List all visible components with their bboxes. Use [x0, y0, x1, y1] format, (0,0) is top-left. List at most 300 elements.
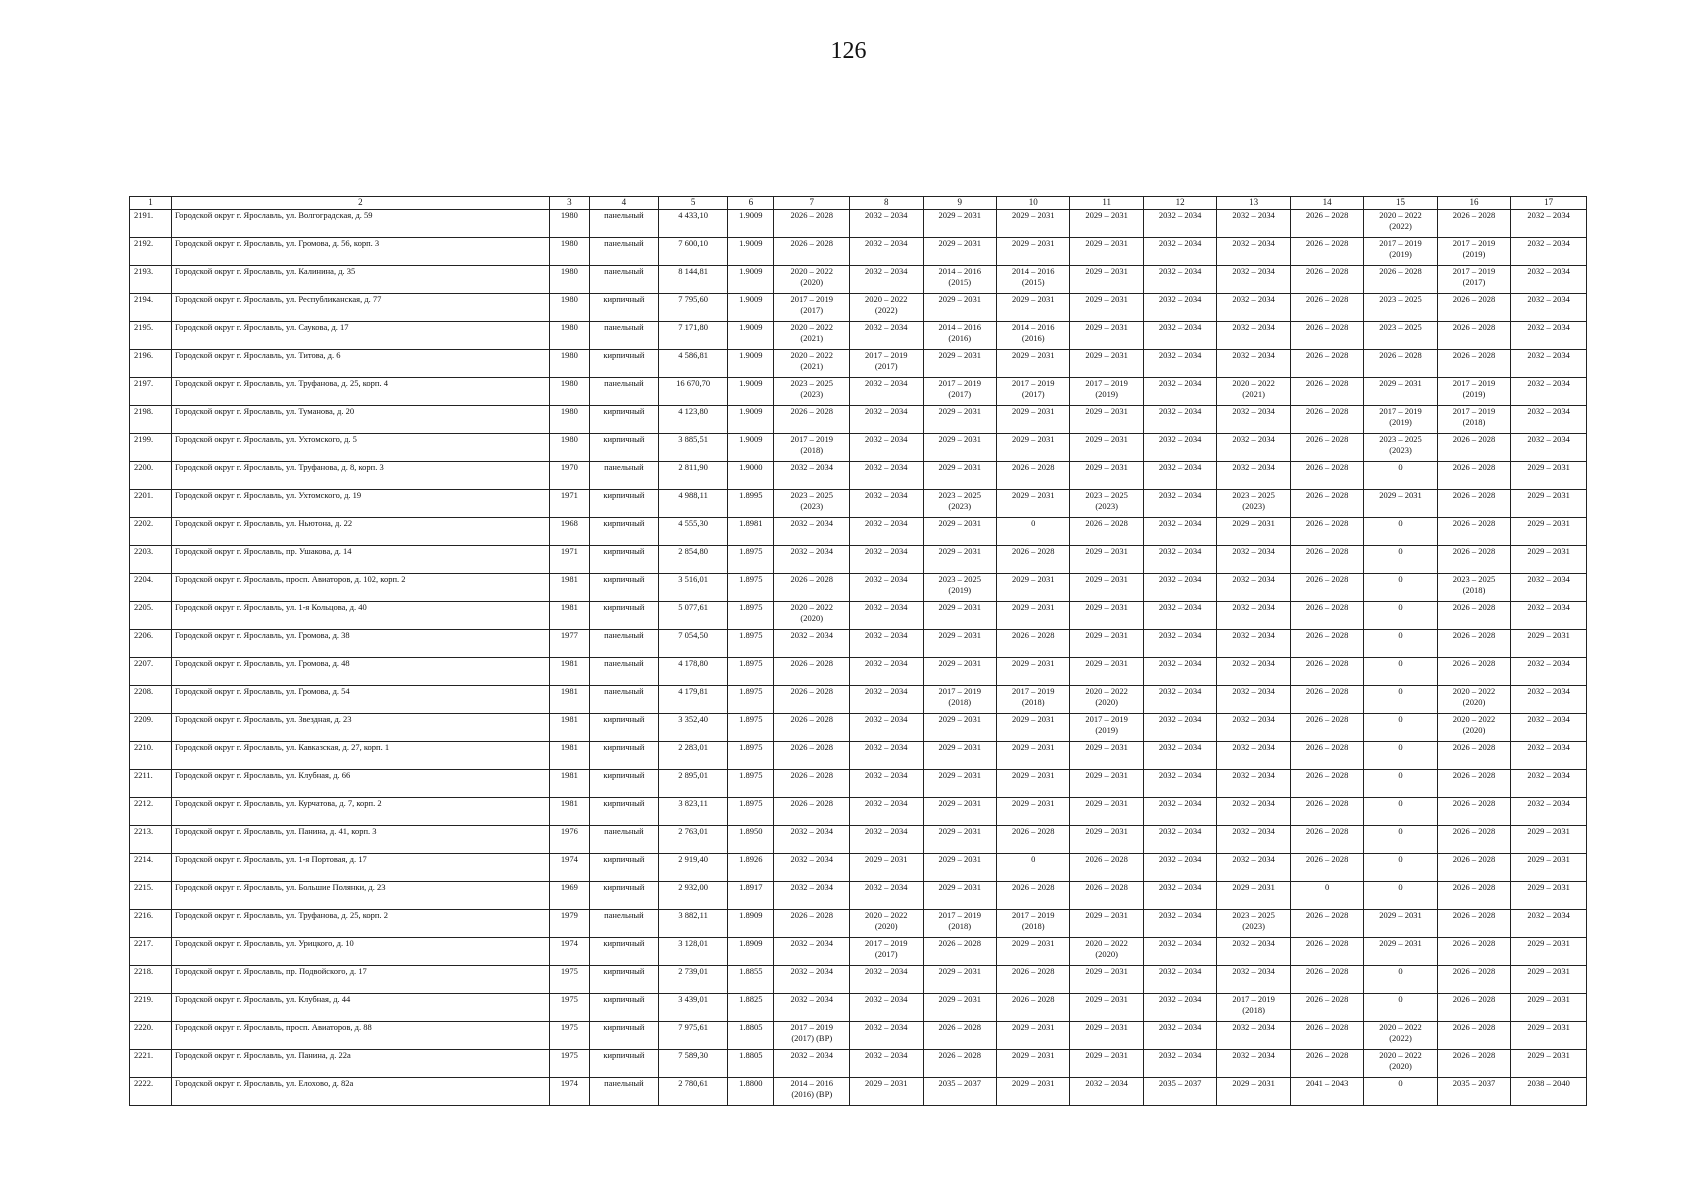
table-cell-col-17: 2029 – 2031 — [1511, 882, 1587, 910]
table-cell-col-16: 2026 – 2028 — [1437, 1050, 1510, 1078]
table-cell-col-10: 2029 – 2031 — [996, 406, 1069, 434]
table-cell-col-7: 2026 – 2028 — [774, 714, 850, 742]
table-cell-col-12: 2032 – 2034 — [1143, 714, 1216, 742]
table-cell-col-7: 2026 – 2028 — [774, 574, 850, 602]
table-cell-col-5: 5 077,61 — [659, 602, 728, 630]
table-cell-col-6: 1.8975 — [728, 798, 774, 826]
table-row — [130, 966, 1587, 994]
table-cell-col-2: Городской округ г. Ярославль, ул. Калинина, д. 35 — [171, 266, 549, 294]
table-cell-col-16: 2026 – 2028 — [1437, 770, 1510, 798]
table-cell-col-14: 2026 – 2028 — [1290, 938, 1363, 966]
table-cell-col-2: Городской округ г. Ярославль, ул. Громова, д. 54 — [171, 686, 549, 714]
table-cell-col-3: 1977 — [549, 630, 589, 658]
table-cell-col-13: 2032 – 2034 — [1217, 1022, 1290, 1050]
table-cell-col-3: 1980 — [549, 434, 589, 462]
table-cell-col-2: Городской округ г. Ярославль, ул. Ухтомского, д. 5 — [171, 434, 549, 462]
table-cell-col-5: 2 919,40 — [659, 854, 728, 882]
table-cell-col-17: 2038 – 2040 — [1511, 1078, 1587, 1106]
table-cell-col-3: 1976 — [549, 826, 589, 854]
table-cell-col-11: 2029 – 2031 — [1070, 322, 1143, 350]
column-header-5: 5 — [659, 197, 728, 210]
table-cell-col-14: 2026 – 2028 — [1290, 966, 1363, 994]
table-row — [130, 714, 1587, 742]
table-cell-col-10: 2026 – 2028 — [996, 882, 1069, 910]
table-cell-col-2: Городской округ г. Ярославль, ул. Кавказская, д. 27, корп. 1 — [171, 742, 549, 770]
table-cell-col-5: 4 433,10 — [659, 210, 728, 238]
table-cell-col-4: панельный — [589, 322, 658, 350]
table-cell-col-12: 2032 – 2034 — [1143, 378, 1216, 406]
table-cell-col-3: 1975 — [549, 994, 589, 1022]
table-cell-col-6: 1.8975 — [728, 658, 774, 686]
table-cell-col-3: 1975 — [549, 1022, 589, 1050]
table-cell-col-2: Городской округ г. Ярославль, ул. Ньютона, д. 22 — [171, 518, 549, 546]
column-header-16: 16 — [1437, 197, 1510, 210]
table-cell-col-7: 2032 – 2034 — [774, 826, 850, 854]
table-cell-col-11: 2029 – 2031 — [1070, 910, 1143, 938]
table-cell-col-2: Городской округ г. Ярославль, ул. Волгоградская, д. 59 — [171, 210, 549, 238]
table-cell-col-8: 2032 – 2034 — [850, 518, 923, 546]
table-cell-col-12: 2032 – 2034 — [1143, 882, 1216, 910]
table-cell-col-8: 2032 – 2034 — [850, 826, 923, 854]
table-cell-col-16: 2026 – 2028 — [1437, 882, 1510, 910]
table-cell-col-11: 2029 – 2031 — [1070, 630, 1143, 658]
table-cell-col-9: 2017 – 2019 (2017) — [923, 378, 996, 406]
table-cell-col-2: Городской округ г. Ярославль, ул. Титова, д. 6 — [171, 350, 549, 378]
table-cell-col-13: 2017 – 2019 (2018) — [1217, 994, 1290, 1022]
table-cell-col-2: Городской округ г. Ярославль, ул. Клубная, д. 66 — [171, 770, 549, 798]
table-cell-col-13: 2029 – 2031 — [1217, 518, 1290, 546]
table-cell-col-15: 2020 – 2022 (2020) — [1364, 1050, 1437, 1078]
table-cell-col-13: 2032 – 2034 — [1217, 238, 1290, 266]
table-cell-col-7: 2020 – 2022 (2021) — [774, 322, 850, 350]
table-cell-col-4: кирпичный — [589, 938, 658, 966]
table-cell-col-6: 1.9009 — [728, 434, 774, 462]
table-cell-col-15: 2020 – 2022 (2022) — [1364, 1022, 1437, 1050]
table-cell-col-6: 1.8926 — [728, 854, 774, 882]
table-cell-col-10: 2029 – 2031 — [996, 714, 1069, 742]
table-cell-col-17: 2032 – 2034 — [1511, 350, 1587, 378]
table-cell-col-17: 2032 – 2034 — [1511, 294, 1587, 322]
table-cell-col-6: 1.9009 — [728, 238, 774, 266]
table-cell-col-11: 2026 – 2028 — [1070, 882, 1143, 910]
table-cell-col-7: 2026 – 2028 — [774, 798, 850, 826]
table-cell-col-8: 2032 – 2034 — [850, 882, 923, 910]
table-cell-col-12: 2032 – 2034 — [1143, 294, 1216, 322]
table-cell-col-4: кирпичный — [589, 350, 658, 378]
table-cell-col-5: 3 516,01 — [659, 574, 728, 602]
table-cell-col-10: 2029 – 2031 — [996, 434, 1069, 462]
table-cell-col-13: 2032 – 2034 — [1217, 294, 1290, 322]
table-cell-col-11: 2029 – 2031 — [1070, 210, 1143, 238]
table-cell-col-8: 2032 – 2034 — [850, 1022, 923, 1050]
table-cell-col-5: 3 885,51 — [659, 434, 728, 462]
table-cell-col-1: 2213. — [130, 826, 172, 854]
table-row — [130, 910, 1587, 938]
table-cell-col-7: 2020 – 2022 (2021) — [774, 350, 850, 378]
table-cell-col-11: 2029 – 2031 — [1070, 574, 1143, 602]
table-cell-col-7: 2026 – 2028 — [774, 686, 850, 714]
table-cell-col-14: 2026 – 2028 — [1290, 686, 1363, 714]
table-cell-col-7: 2032 – 2034 — [774, 882, 850, 910]
table-cell-col-14: 2026 – 2028 — [1290, 658, 1363, 686]
table-cell-col-1: 2218. — [130, 966, 172, 994]
table-cell-col-9: 2023 – 2025 (2019) — [923, 574, 996, 602]
table-cell-col-16: 2026 – 2028 — [1437, 294, 1510, 322]
table-cell-col-17: 2029 – 2031 — [1511, 1022, 1587, 1050]
table-cell-col-12: 2032 – 2034 — [1143, 462, 1216, 490]
table-cell-col-8: 2029 – 2031 — [850, 1078, 923, 1106]
table-cell-col-9: 2026 – 2028 — [923, 1022, 996, 1050]
table-cell-col-11: 2029 – 2031 — [1070, 1022, 1143, 1050]
table-cell-col-2: Городской округ г. Ярославль, пр. Подвойского, д. 17 — [171, 966, 549, 994]
table-cell-col-10: 2026 – 2028 — [996, 630, 1069, 658]
table-cell-col-16: 2026 – 2028 — [1437, 994, 1510, 1022]
table-cell-col-4: панельный — [589, 266, 658, 294]
table-cell-col-15: 2029 – 2031 — [1364, 490, 1437, 518]
table-cell-col-14: 2026 – 2028 — [1290, 434, 1363, 462]
table-cell-col-1: 2202. — [130, 518, 172, 546]
table-cell-col-4: кирпичный — [589, 490, 658, 518]
table-cell-col-3: 1981 — [549, 602, 589, 630]
table-cell-col-5: 2 283,01 — [659, 742, 728, 770]
table-cell-col-10: 2029 – 2031 — [996, 658, 1069, 686]
table-cell-col-8: 2032 – 2034 — [850, 630, 923, 658]
table-cell-col-9: 2029 – 2031 — [923, 994, 996, 1022]
table-cell-col-9: 2029 – 2031 — [923, 462, 996, 490]
column-header-9: 9 — [923, 197, 996, 210]
table-cell-col-17: 2032 – 2034 — [1511, 406, 1587, 434]
table-row — [130, 630, 1587, 658]
table-cell-col-7: 2032 – 2034 — [774, 630, 850, 658]
table-cell-col-11: 2026 – 2028 — [1070, 854, 1143, 882]
table-cell-col-16: 2026 – 2028 — [1437, 966, 1510, 994]
table-cell-col-1: 2196. — [130, 350, 172, 378]
table-cell-col-14: 2026 – 2028 — [1290, 210, 1363, 238]
table-cell-col-6: 1.8981 — [728, 518, 774, 546]
table-cell-col-16: 2023 – 2025 (2018) — [1437, 574, 1510, 602]
table-cell-col-3: 1980 — [549, 238, 589, 266]
table-cell-col-4: панельный — [589, 826, 658, 854]
table-cell-col-17: 2029 – 2031 — [1511, 826, 1587, 854]
table-cell-col-2: Городской округ г. Ярославль, ул. Громова, д. 48 — [171, 658, 549, 686]
table-row — [130, 1022, 1587, 1050]
table-cell-col-10: 2026 – 2028 — [996, 546, 1069, 574]
table-row — [130, 938, 1587, 966]
table-cell-col-7: 2017 – 2019 (2018) — [774, 434, 850, 462]
table-cell-col-3: 1980 — [549, 266, 589, 294]
table-cell-col-13: 2020 – 2022 (2021) — [1217, 378, 1290, 406]
table-cell-col-8: 2032 – 2034 — [850, 658, 923, 686]
table-cell-col-15: 0 — [1364, 798, 1437, 826]
table-cell-col-12: 2032 – 2034 — [1143, 518, 1216, 546]
table-cell-col-7: 2023 – 2025 (2023) — [774, 378, 850, 406]
table-cell-col-6: 1.8950 — [728, 826, 774, 854]
table-cell-col-9: 2029 – 2031 — [923, 630, 996, 658]
table-cell-col-11: 2017 – 2019 (2019) — [1070, 714, 1143, 742]
table-cell-col-12: 2032 – 2034 — [1143, 770, 1216, 798]
table-cell-col-15: 2023 – 2025 — [1364, 294, 1437, 322]
table-cell-col-5: 4 123,80 — [659, 406, 728, 434]
table-cell-col-8: 2032 – 2034 — [850, 602, 923, 630]
table-cell-col-11: 2029 – 2031 — [1070, 770, 1143, 798]
table-cell-col-15: 2023 – 2025 — [1364, 322, 1437, 350]
table-cell-col-13: 2032 – 2034 — [1217, 966, 1290, 994]
table-cell-col-7: 2032 – 2034 — [774, 966, 850, 994]
table-cell-col-5: 7 589,30 — [659, 1050, 728, 1078]
table-cell-col-10: 2029 – 2031 — [996, 210, 1069, 238]
table-cell-col-17: 2032 – 2034 — [1511, 658, 1587, 686]
table-row — [130, 238, 1587, 266]
table-cell-col-1: 2195. — [130, 322, 172, 350]
table-cell-col-14: 2026 – 2028 — [1290, 910, 1363, 938]
table-cell-col-17: 2032 – 2034 — [1511, 686, 1587, 714]
table-cell-col-15: 0 — [1364, 546, 1437, 574]
table-cell-col-4: кирпичный — [589, 882, 658, 910]
table-cell-col-2: Городской округ г. Ярославль, ул. Елохово, д. 82а — [171, 1078, 549, 1106]
table-cell-col-11: 2029 – 2031 — [1070, 1050, 1143, 1078]
column-header-7: 7 — [774, 197, 850, 210]
table-cell-col-13: 2032 – 2034 — [1217, 462, 1290, 490]
table-cell-col-13: 2032 – 2034 — [1217, 686, 1290, 714]
table-cell-col-6: 1.9009 — [728, 322, 774, 350]
table-cell-col-15: 2026 – 2028 — [1364, 350, 1437, 378]
table-cell-col-9: 2029 – 2031 — [923, 658, 996, 686]
table-cell-col-8: 2032 – 2034 — [850, 714, 923, 742]
table-cell-col-10: 2026 – 2028 — [996, 826, 1069, 854]
table-cell-col-7: 2020 – 2022 (2020) — [774, 266, 850, 294]
table-cell-col-3: 1968 — [549, 518, 589, 546]
table-cell-col-12: 2032 – 2034 — [1143, 434, 1216, 462]
table-cell-col-15: 0 — [1364, 882, 1437, 910]
table-cell-col-5: 2 811,90 — [659, 462, 728, 490]
table-cell-col-5: 2 739,01 — [659, 966, 728, 994]
table-cell-col-8: 2032 – 2034 — [850, 238, 923, 266]
table-cell-col-8: 2032 – 2034 — [850, 462, 923, 490]
table-cell-col-2: Городской округ г. Ярославль, ул. Урицкого, д. 10 — [171, 938, 549, 966]
table-cell-col-8: 2032 – 2034 — [850, 574, 923, 602]
table-cell-col-4: кирпичный — [589, 602, 658, 630]
table-cell-col-17: 2029 – 2031 — [1511, 938, 1587, 966]
table-cell-col-4: кирпичный — [589, 994, 658, 1022]
table-cell-col-6: 1.9009 — [728, 210, 774, 238]
table-cell-col-16: 2026 – 2028 — [1437, 602, 1510, 630]
table-cell-col-14: 2026 – 2028 — [1290, 462, 1363, 490]
table-cell-col-14: 2026 – 2028 — [1290, 630, 1363, 658]
table-cell-col-2: Городской округ г. Ярославль, ул. Саукова, д. 17 — [171, 322, 549, 350]
table-cell-col-1: 2222. — [130, 1078, 172, 1106]
table-cell-col-12: 2032 – 2034 — [1143, 322, 1216, 350]
table-cell-col-17: 2032 – 2034 — [1511, 770, 1587, 798]
table-cell-col-10: 2026 – 2028 — [996, 462, 1069, 490]
table-row — [130, 1050, 1587, 1078]
table-cell-col-16: 2026 – 2028 — [1437, 630, 1510, 658]
table-cell-col-5: 4 988,11 — [659, 490, 728, 518]
table-cell-col-13: 2032 – 2034 — [1217, 602, 1290, 630]
table-cell-col-1: 2216. — [130, 910, 172, 938]
table-cell-col-6: 1.8995 — [728, 490, 774, 518]
table-cell-col-13: 2032 – 2034 — [1217, 574, 1290, 602]
table-cell-col-14: 2041 – 2043 — [1290, 1078, 1363, 1106]
table-cell-col-5: 2 763,01 — [659, 826, 728, 854]
table-cell-col-6: 1.8805 — [728, 1022, 774, 1050]
table-cell-col-2: Городской округ г. Ярославль, ул. Туманова, д. 20 — [171, 406, 549, 434]
table-cell-col-15: 0 — [1364, 714, 1437, 742]
table-cell-col-2: Городской округ г. Ярославль, ул. Республиканская, д. 77 — [171, 294, 549, 322]
table-cell-col-12: 2032 – 2034 — [1143, 854, 1216, 882]
table-cell-col-9: 2029 – 2031 — [923, 826, 996, 854]
table-cell-col-11: 2029 – 2031 — [1070, 966, 1143, 994]
table-cell-col-17: 2029 – 2031 — [1511, 854, 1587, 882]
column-header-10: 10 — [996, 197, 1069, 210]
table-cell-col-10: 2029 – 2031 — [996, 574, 1069, 602]
table-cell-col-17: 2029 – 2031 — [1511, 462, 1587, 490]
table-cell-col-16: 2026 – 2028 — [1437, 462, 1510, 490]
table-cell-col-2: Городской округ г. Ярославль, ул. Звездная, д. 23 — [171, 714, 549, 742]
table-cell-col-2: Городской округ г. Ярославль, ул. Громова, д. 56, корп. 3 — [171, 238, 549, 266]
table-cell-col-17: 2029 – 2031 — [1511, 966, 1587, 994]
table-row — [130, 742, 1587, 770]
table-cell-col-8: 2017 – 2019 (2017) — [850, 350, 923, 378]
table-cell-col-4: панельный — [589, 238, 658, 266]
table-cell-col-12: 2032 – 2034 — [1143, 910, 1216, 938]
table-cell-col-1: 2219. — [130, 994, 172, 1022]
table-cell-col-3: 1975 — [549, 966, 589, 994]
table-cell-col-11: 2029 – 2031 — [1070, 994, 1143, 1022]
table-cell-col-3: 1970 — [549, 462, 589, 490]
table-cell-col-16: 2017 – 2019 (2017) — [1437, 266, 1510, 294]
table-cell-col-17: 2029 – 2031 — [1511, 630, 1587, 658]
table-cell-col-14: 2026 – 2028 — [1290, 714, 1363, 742]
table-cell-col-3: 1974 — [549, 1078, 589, 1106]
table-cell-col-9: 2029 – 2031 — [923, 238, 996, 266]
table-cell-col-13: 2032 – 2034 — [1217, 798, 1290, 826]
table-row — [130, 686, 1587, 714]
table-row — [130, 882, 1587, 910]
table-cell-col-2: Городской округ г. Ярославль, ул. 1-я Кольцова, д. 40 — [171, 602, 549, 630]
table-cell-col-7: 2017 – 2019 (2017) (ВР) — [774, 1022, 850, 1050]
table-cell-col-16: 2020 – 2022 (2020) — [1437, 686, 1510, 714]
table-cell-col-6: 1.8805 — [728, 1050, 774, 1078]
table-cell-col-11: 2029 – 2031 — [1070, 238, 1143, 266]
table-cell-col-7: 2014 – 2016 (2016) (ВР) — [774, 1078, 850, 1106]
table-cell-col-13: 2023 – 2025 (2023) — [1217, 490, 1290, 518]
table-cell-col-14: 2026 – 2028 — [1290, 322, 1363, 350]
table-cell-col-4: кирпичный — [589, 742, 658, 770]
table-cell-col-6: 1.8975 — [728, 714, 774, 742]
table-cell-col-17: 2032 – 2034 — [1511, 714, 1587, 742]
table-cell-col-8: 2032 – 2034 — [850, 798, 923, 826]
table-cell-col-3: 1980 — [549, 294, 589, 322]
table-cell-col-14: 2026 – 2028 — [1290, 826, 1363, 854]
table-cell-col-15: 2029 – 2031 — [1364, 378, 1437, 406]
table-cell-col-4: кирпичный — [589, 714, 658, 742]
table-cell-col-17: 2032 – 2034 — [1511, 910, 1587, 938]
table-cell-col-1: 2205. — [130, 602, 172, 630]
table-cell-col-10: 2029 – 2031 — [996, 742, 1069, 770]
table-cell-col-16: 2017 – 2019 (2019) — [1437, 238, 1510, 266]
table-cell-col-14: 2026 – 2028 — [1290, 742, 1363, 770]
table-cell-col-5: 3 823,11 — [659, 798, 728, 826]
table-cell-col-9: 2029 – 2031 — [923, 406, 996, 434]
table-cell-col-14: 2026 – 2028 — [1290, 798, 1363, 826]
table-row — [130, 854, 1587, 882]
column-header-12: 12 — [1143, 197, 1216, 210]
table-cell-col-15: 2029 – 2031 — [1364, 938, 1437, 966]
table-cell-col-17: 2032 – 2034 — [1511, 742, 1587, 770]
table-cell-col-12: 2032 – 2034 — [1143, 826, 1216, 854]
table-cell-col-1: 2194. — [130, 294, 172, 322]
table-cell-col-1: 2210. — [130, 742, 172, 770]
table-cell-col-3: 1981 — [549, 798, 589, 826]
table-cell-col-4: кирпичный — [589, 854, 658, 882]
table-cell-col-9: 2029 – 2031 — [923, 714, 996, 742]
table-cell-col-16: 2035 – 2037 — [1437, 1078, 1510, 1106]
table-cell-col-17: 2032 – 2034 — [1511, 210, 1587, 238]
table-cell-col-8: 2017 – 2019 (2017) — [850, 938, 923, 966]
table-cell-col-12: 2032 – 2034 — [1143, 238, 1216, 266]
table-cell-col-12: 2032 – 2034 — [1143, 1022, 1216, 1050]
table-cell-col-17: 2029 – 2031 — [1511, 518, 1587, 546]
table-cell-col-10: 2029 – 2031 — [996, 238, 1069, 266]
table-cell-col-10: 2029 – 2031 — [996, 1022, 1069, 1050]
table-cell-col-4: кирпичный — [589, 434, 658, 462]
table-cell-col-12: 2032 – 2034 — [1143, 630, 1216, 658]
table-cell-col-4: кирпичный — [589, 966, 658, 994]
table-cell-col-9: 2029 – 2031 — [923, 602, 996, 630]
table-cell-col-14: 2026 – 2028 — [1290, 238, 1363, 266]
table-cell-col-11: 2026 – 2028 — [1070, 518, 1143, 546]
table-cell-col-14: 2026 – 2028 — [1290, 266, 1363, 294]
table-cell-col-2: Городской округ г. Ярославль, пр. Ушакова, д. 14 — [171, 546, 549, 574]
table-cell-col-9: 2029 – 2031 — [923, 294, 996, 322]
table-cell-col-6: 1.8825 — [728, 994, 774, 1022]
table-cell-col-13: 2032 – 2034 — [1217, 770, 1290, 798]
table-cell-col-3: 1981 — [549, 658, 589, 686]
table-cell-col-13: 2032 – 2034 — [1217, 322, 1290, 350]
table-cell-col-5: 3 439,01 — [659, 994, 728, 1022]
table-cell-col-14: 2026 – 2028 — [1290, 1050, 1363, 1078]
table-cell-col-12: 2032 – 2034 — [1143, 1050, 1216, 1078]
column-header-4: 4 — [589, 197, 658, 210]
table-cell-col-7: 2032 – 2034 — [774, 462, 850, 490]
table-cell-col-5: 7 795,60 — [659, 294, 728, 322]
table-cell-col-13: 2032 – 2034 — [1217, 1050, 1290, 1078]
table-cell-col-6: 1.8909 — [728, 910, 774, 938]
table-cell-col-11: 2029 – 2031 — [1070, 406, 1143, 434]
table-cell-col-10: 2017 – 2019 (2018) — [996, 686, 1069, 714]
table-cell-col-10: 2029 – 2031 — [996, 1078, 1069, 1106]
table-cell-col-11: 2017 – 2019 (2019) — [1070, 378, 1143, 406]
table-cell-col-11: 2029 – 2031 — [1070, 602, 1143, 630]
table-cell-col-10: 2029 – 2031 — [996, 938, 1069, 966]
table-cell-col-9: 2014 – 2016 (2016) — [923, 322, 996, 350]
table-cell-col-4: кирпичный — [589, 1050, 658, 1078]
table-cell-col-2: Городской округ г. Ярославль, ул. Громова, д. 38 — [171, 630, 549, 658]
table-cell-col-15: 0 — [1364, 826, 1437, 854]
table-cell-col-3: 1979 — [549, 910, 589, 938]
table-cell-col-14: 2026 – 2028 — [1290, 1022, 1363, 1050]
table-cell-col-4: кирпичный — [589, 406, 658, 434]
table-cell-col-14: 2026 – 2028 — [1290, 770, 1363, 798]
column-header-2: 2 — [171, 197, 549, 210]
table-cell-col-9: 2029 – 2031 — [923, 350, 996, 378]
table-cell-col-1: 2211. — [130, 770, 172, 798]
table-cell-col-6: 1.8909 — [728, 938, 774, 966]
table-cell-col-5: 4 586,81 — [659, 350, 728, 378]
table-cell-col-11: 2020 – 2022 (2020) — [1070, 686, 1143, 714]
table-cell-col-10: 0 — [996, 854, 1069, 882]
table-cell-col-7: 2026 – 2028 — [774, 742, 850, 770]
